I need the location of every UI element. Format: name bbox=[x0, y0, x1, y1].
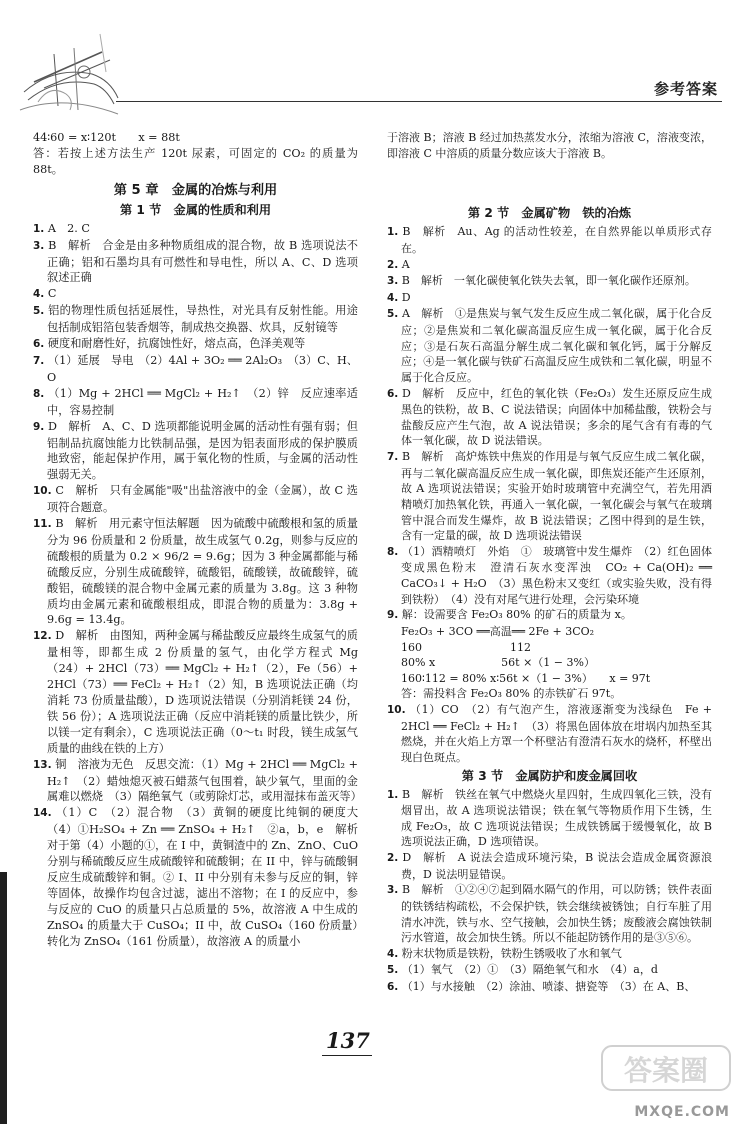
item-text: （1）CO （2）有气泡产生，溶液逐渐变为浅绿色 Fe + 2HCl ══ FeCl₂ + H₂↑ （3）将黑色固体放在坩埚内加热至其燃烧，并在火焰上方罩一个杯壁沾有澄清石灰水的烧杯，杯壁出现白色斑点。 bbox=[401, 703, 713, 764]
item-number: 2. bbox=[387, 852, 399, 864]
item-number: 3. bbox=[33, 239, 45, 252]
left-edge-strip bbox=[0, 872, 7, 1124]
answer-item bbox=[387, 290, 712, 307]
answer-item bbox=[387, 386, 712, 450]
item-number: 4. bbox=[387, 947, 399, 960]
item-number: 8. bbox=[387, 545, 399, 558]
item-number: 1. bbox=[33, 222, 45, 235]
answer-item bbox=[387, 273, 712, 290]
item-text: B 解析 ①②④⑦起到隔水隔气的作用，可以防锈；铁件表面的铁锈结构疏松，不会保护铁，铁会继续被锈蚀；自行车脏了用清水冲洗，铁与水、空气接触，会加快生锈；废酸液会腐蚀铁制污水管道，故会加快生锈。所以不能起防锈作用的是③⑤⑥。 bbox=[401, 883, 712, 945]
item-number: 10. bbox=[387, 704, 406, 716]
answer-item bbox=[33, 336, 358, 353]
item-text: D 解析 A、C、D 选项都能说明金属的活动性有强有弱；但铝制品抗腐蚀能力比铁制品强，是因为铝表面形成的保护膜质地致密，能起保护作用，属于氧化物的性质，与金属的活动性强弱无关。 bbox=[47, 419, 358, 482]
item-text: （1）氧气 （2）① （3）隔绝氧气和水 （4）a，d bbox=[401, 963, 658, 977]
answer-item bbox=[33, 286, 358, 303]
header-illustration bbox=[14, 14, 124, 122]
answer-item bbox=[387, 850, 712, 882]
item-text: （1）C （2）混合物 （3）黄铜的硬度比纯铜的硬度大 （4）①H₂SO₄ + Zn ══ ZnSO₄ + H₂↑ ②a，b，e 解析 对于第（4）小题的①，在 I 中，黄铜渣中的 Zn、ZnO、CuO 分别与稀硫酸反应生成硫酸锌和硫酸铜；在 II 中，锌与硫酸铜反应生成硫酸锌和铜。② I、II 中分别有未参与反应的铜，锌等固体，故操作均包含过滤，滤出不溶物；在 I 的反应中，参与反应的 CuO 的质量只占总质量的 5%，故溶液 A 中生成的 ZnSO₄ 的质量大于 CuSO₄；II 中，故 CuSO₄（160 份质量）转化为 ZnSO₄（161 份质量），故溶液 A 的质量小 bbox=[47, 806, 370, 948]
item-text: （1）酒精喷灯 外焰 ① 玻璃管中发生爆炸 （2）红色固体变成黑色粉末 澄清石灰水变浑浊 CO₂ + Ca(OH)₂ ══ CaCO₃↓ + H₂O （3）黑色粉末又变红（或实验失败，没有得到铁粉） （4）没有对尾气进行处理，会污染环境 bbox=[401, 544, 713, 606]
answer-item bbox=[387, 787, 712, 851]
chapter-title: 第 5 章 金属的冶炼与利用 bbox=[113, 182, 278, 198]
answer-item bbox=[33, 628, 358, 756]
item-number: 12. bbox=[33, 630, 52, 643]
item-text: B 解析 铁丝在氧气中燃烧火星四射，生成四氧化三铁，没有烟冒出，故 A 选项说法错误；铁在氧气等物质作用下生锈，生成 Fe₂O₃，故 C 选项说法错误；生成铁锈属于缓慢氧化，故 B 选项说法正确，D 选项错误。 bbox=[401, 787, 712, 849]
answer-item bbox=[33, 221, 358, 238]
item-text: A 2. C bbox=[47, 221, 90, 235]
answer-item bbox=[387, 607, 712, 702]
item-number: 9. bbox=[33, 420, 45, 433]
item-number: 7. bbox=[33, 354, 45, 367]
answer-list bbox=[33, 221, 370, 950]
item-number: 2. bbox=[387, 258, 399, 271]
item-text: B 解析 用元素守恒法解题 因为硫酸中硫酸根和氢的质量分为 96 份质量和 2 份质量，故生成氢气 0.2g，则参与反应的硫酸根的质量为 0.2 × 96/2 = 9.6g；因为 3 种金属都能与稀硫酸反应，分别生成硫酸锌，硫酸铝，硫酸镁，故硫酸锌，硫酸铝，硫酸镁的混合物中金属元素的质量为 3.8g。这 3 种物质均由金属元素和硫酸根组成，即混合物的质量为：3.8g + 9.6g = 13.4g。 bbox=[47, 517, 358, 627]
page-number-underline bbox=[322, 1055, 372, 1056]
section-title: 第 1 节 金属的性质和利用 bbox=[119, 202, 272, 217]
item-number: 7. bbox=[387, 451, 399, 463]
intro-line: 44∶60 = x∶120t x = 88t bbox=[33, 131, 180, 144]
answer-list bbox=[387, 224, 712, 765]
item-text: 铝的物理性质包括延展性，导热性，对光具有反射性能。用途包括制成铝箔包装香烟等，制成热交换器、炊具，反射镜等 bbox=[47, 304, 358, 335]
watermark-text: 答案圈 bbox=[623, 1054, 709, 1087]
item-text: A 解析 ①是焦炭与氧气发生反应生成二氧化碳，属于化合反应；②是焦炭和二氧化碳高温反应生成一氧化碳，属于化合反应；③是石灰石高温分解生成二氧化碳和氧化钙，属于分解反应；④是一氧化碳与铁矿石高温反应生成铁和二氧化碳，明显不属于化合反应。 bbox=[401, 307, 712, 384]
page-header-title: 参考答案 bbox=[653, 80, 718, 98]
item-number: 14. bbox=[33, 807, 52, 820]
intro-line: 答：若按上述方法生产 120t 尿素，可固定的 CO₂ 的质量为 88t。 bbox=[33, 146, 358, 176]
item-text: （1）延展 导电 （2）4Al + 3O₂ ══ 2Al₂O₃ （3）C、H、O bbox=[47, 353, 358, 384]
section-title: 第 2 节 金属矿物 铁的冶炼 bbox=[467, 206, 632, 221]
answer-item bbox=[387, 449, 712, 544]
header-rule bbox=[116, 101, 722, 102]
item-text: B 解析 一氧化碳使氧化铁失去氧，即一氧化碳作还原剂。 bbox=[401, 274, 696, 288]
item-number: 5. bbox=[387, 308, 399, 321]
item-text: 粉末状物质是铁粉，铁粉生锈吸收了水和氧气 bbox=[401, 946, 622, 960]
item-text: C bbox=[47, 287, 57, 301]
item-number: 6. bbox=[33, 338, 45, 351]
item-number: 4. bbox=[33, 288, 45, 301]
item-number: 11. bbox=[33, 518, 52, 531]
item-text: A bbox=[401, 257, 410, 271]
answer-item bbox=[387, 224, 712, 256]
answer-item bbox=[33, 805, 370, 949]
answer-list bbox=[387, 787, 712, 996]
intro-line: 于溶液 B；溶液 B 经过加热蒸发水分，浓缩为溶液 C，溶液变浓，即溶液 C 中溶质的质量分数应该大于溶液 B。 bbox=[387, 131, 712, 160]
item-number: 1. bbox=[387, 788, 399, 801]
item-text: D 解析 A 说法会造成环境污染，B 说法会造成金属资源浪费，D 说法明显错误。 bbox=[401, 851, 712, 881]
item-number: 10. bbox=[33, 485, 52, 498]
item-number: 6. bbox=[387, 981, 399, 993]
answer-item bbox=[387, 882, 712, 946]
item-text: B 解析 合金是由多种物质组成的混合物，故 B 选项说法不正确；铝和石墨均具有可燃性和导电性，所以 A、C、D 选项叙述正确 bbox=[47, 238, 358, 285]
item-text: （1）与水接触 （2）涂油、喷漆、搪瓷等 （3）在 A、B、 bbox=[401, 980, 696, 993]
answer-item bbox=[33, 303, 358, 336]
item-number: 5. bbox=[33, 305, 45, 318]
item-text: 解：设需要含 Fe₂O₃ 80% 的矿石的质量为 x。 Fe₂O₃ + 3CO ══高温══ 2Fe + 3CO₂ 160 112 80% x 56t ×（1 − 3%） 160∶112 = 80% x∶56t ×（1 − 3%） x = 97t 答：需投料含 Fe₂O₃ 80% 的赤铁矿石 97t。 bbox=[401, 608, 651, 701]
answer-item bbox=[33, 757, 362, 806]
item-number: 8. bbox=[33, 387, 45, 400]
item-number: 6. bbox=[387, 387, 399, 400]
item-text: D 解析 由图知，两种金属与稀盐酸反应最终生成氢气的质量相等，即都生成 2 份质量的氢气，由化学方程式 Mg（24）+ 2HCl（73）══ MgCl₂ + H₂↑（2），Fe（56）+ 2HCl（73）══ FeCl₂ + H₂↑（2）知，B 选项说法正确（均消耗 73 份质量盐酸），D 选项说法错误（分别消耗镁 24 份，铁 56 份）；A 选项说法正确（反应中消耗镁的质量比铁少，所以镁一定有剩余），C 选项说法正确（0～t₁ 时段，镁生成氢气质量的曲线在铁的上方） bbox=[47, 629, 358, 755]
item-number: 3. bbox=[387, 884, 399, 897]
answer-item bbox=[387, 946, 712, 963]
answer-item bbox=[387, 702, 712, 766]
answer-item bbox=[33, 516, 358, 628]
item-number: 4. bbox=[387, 291, 399, 304]
left-column bbox=[33, 130, 370, 950]
answer-item bbox=[387, 306, 712, 385]
answer-item bbox=[387, 962, 712, 979]
page-number: 137 bbox=[326, 1028, 370, 1053]
item-number: 1. bbox=[387, 226, 399, 239]
item-text: C 解析 只有金属能"吸"出盐溶液中的金（金属），故 C 选项符合题意。 bbox=[47, 484, 358, 515]
item-text: B 解析 Au、Ag 的活动性较差，在自然界能以单质形式存在。 bbox=[401, 225, 713, 255]
item-text: B 解析 高炉炼铁中焦炭的作用是与氧气反应生成二氧化碳，再与二氧化碳高温反应生成一氧化碳，即焦炭还能产生还原剂，故 A 选项说法错误；实验开始时玻璃管中充满空气，若先用酒精喷灯加热氧化铁，再通入一氧化碳，一氧化碳会与氧气在玻璃管中混合而发生爆炸，故 B 说法错误；乙图中得到的是生铁，含有一定量的碳，故 D 选项说法错误 bbox=[401, 450, 712, 543]
item-text: D 解析 反应中，红色的氧化铁（Fe₂O₃）发生还原反应生成黑色的铁粉，故 B、C 说法错误；向固体中加稀盐酸，铁粉会与盐酸反应产生气泡，故 A 说法错误；多余的尾气含有有毒的气体一氧化碳，故 D 说法错误。 bbox=[401, 386, 712, 448]
watermark-url: MXQE.COM bbox=[634, 1104, 730, 1120]
answer-item bbox=[387, 544, 712, 608]
answer-item bbox=[33, 419, 358, 484]
item-number: 5. bbox=[387, 964, 399, 977]
answer-item bbox=[387, 979, 712, 996]
item-text: （1）Mg + 2HCl ══ MgCl₂ + H₂↑ （2）锌 反应速率适中，容易控制 bbox=[47, 386, 358, 417]
answer-item bbox=[387, 257, 712, 274]
right-column bbox=[387, 130, 712, 996]
answer-item bbox=[33, 386, 358, 419]
answer-item bbox=[33, 483, 358, 516]
section-title: 第 3 节 金属防护和废金属回收 bbox=[461, 768, 638, 783]
item-text: 硬度和耐磨性好，抗腐蚀性好，熔点高，色泽美观等 bbox=[47, 337, 306, 351]
answer-item bbox=[33, 353, 358, 386]
item-number: 13. bbox=[33, 758, 52, 771]
item-number: 3. bbox=[387, 275, 399, 288]
item-text: 铜 溶液为无色 反思交流：（1）Mg + 2HCl ══ MgCl₂ + H₂↑ （2）蜡烛熄灭被石蜡蒸气包围着，缺少氧气，里面的金属难以燃烧 （3）隔绝氧气（或剪除灯芯，或用湿抹布盖灭等） bbox=[47, 757, 362, 804]
answer-item bbox=[33, 238, 358, 287]
item-text: D bbox=[401, 290, 411, 304]
watermark-logo bbox=[600, 1044, 732, 1108]
item-number: 9. bbox=[387, 609, 399, 622]
